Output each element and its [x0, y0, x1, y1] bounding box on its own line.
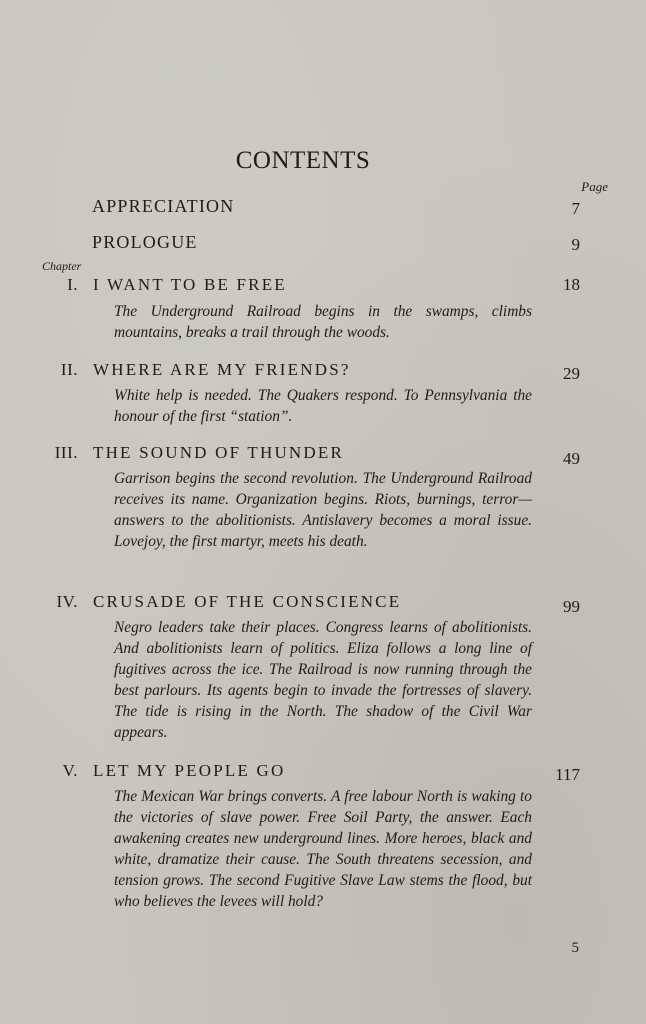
page-title: CONTENTS [235, 147, 371, 174]
chapter-number: IV. [56, 592, 78, 611]
chapter-number: I. [67, 275, 78, 294]
front-matter-prologue-page: 9 [571, 235, 580, 254]
chapter-title: LET MY PEOPLE GO [93, 761, 286, 780]
chapter-page: 117 [555, 765, 580, 784]
page-number: 5 [571, 940, 579, 956]
chapter-summary: Garrison begins the second revolution. The Underground Railroad receives its name. Organization begins. Riots, burnings, terror—answers to the abolitionists. Antislavery becomes a moral issue. Lovejoy, the first martyr, meets his death. [114, 470, 532, 550]
front-matter-appreciation: APPRECIATION [92, 196, 235, 216]
page-column-label: Page [581, 179, 608, 194]
chapter-title: THE SOUND OF THUNDER [93, 443, 344, 462]
chapter-page: 18 [563, 275, 580, 294]
chapter-title: CRUSADE OF THE CONSCIENCE [93, 592, 402, 611]
front-matter-appreciation-page: 7 [571, 199, 580, 218]
chapter-page: 49 [563, 449, 580, 468]
chapter-summary: The Underground Railroad begins in the swamps, climbs mountains, breaks a trail through the woods. [114, 303, 532, 341]
chapter-page: 99 [563, 597, 580, 616]
chapter-summary: Negro leaders take their places. Congress learns of abolitionists. And abolitionists learn of politics. Eliza follows a long line of fugitives across the ice. The Railroad is now running through the best parlours. Its agents begin to invade the fortresses of slavery. The tide is rising in the North. The shadow of the Civil War appears. [114, 619, 532, 741]
front-matter-prologue: PROLOGUE [92, 232, 198, 252]
chapter-number: V. [62, 761, 78, 780]
chapter-page: 29 [563, 364, 580, 383]
chapter-title: I WANT TO BE FREE [93, 275, 287, 294]
chapter-summary: White help is needed. The Quakers respond. To Pennsylvania the honour of the first “station”. [114, 387, 532, 425]
chapter-number: III. [54, 443, 78, 462]
chapter-column-label: Chapter [42, 259, 82, 273]
chapter-number: II. [60, 360, 78, 379]
chapter-summary: The Mexican War brings converts. A free labour North is waking to the victories of slave power. Free Soil Party, the answer. Each awakening creates new underground lines. More heroes, black and white, dramatize their cause. The South threatens secession, and tension grows. The second Fugitive Slave Law stems the flood, but who believes the levees will hold? [114, 788, 532, 910]
chapter-title: WHERE ARE MY FRIENDS? [93, 360, 351, 379]
